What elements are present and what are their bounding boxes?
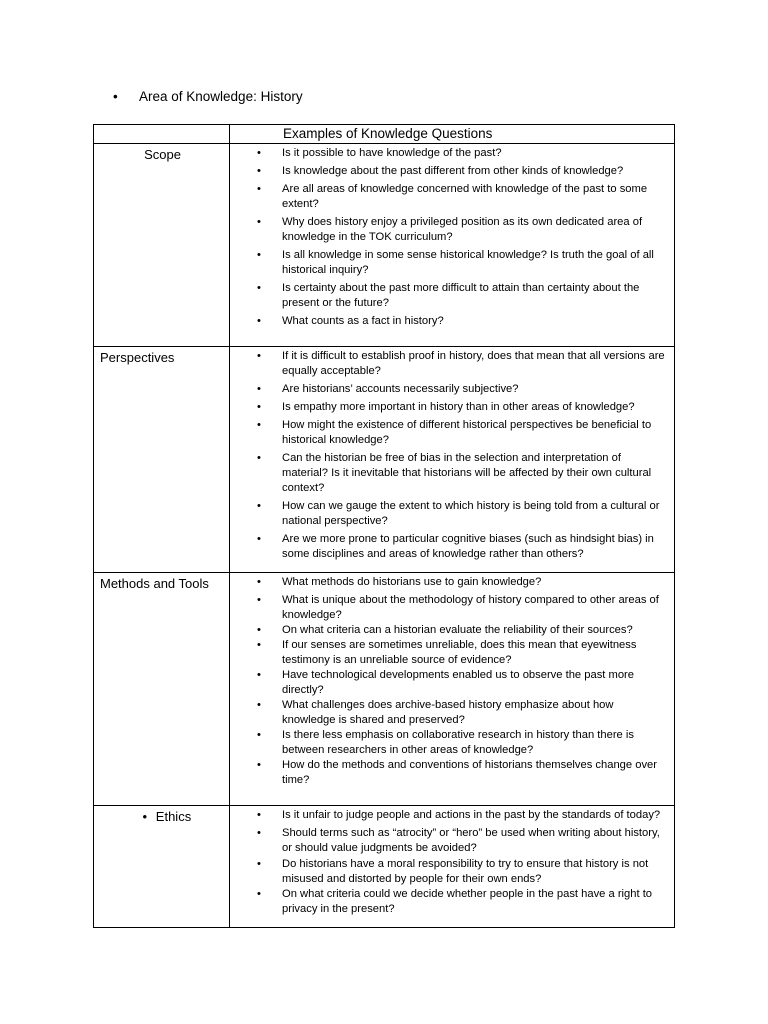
list-item: • Have technological developments enabled us to observe the past more directly?: [257, 669, 635, 696]
list-item: • Are historians’ accounts necessarily subjective?: [257, 383, 519, 395]
area-cell-perspectives: [94, 347, 230, 573]
question-list: [230, 347, 674, 562]
list-item: • Should terms such as “atrocity” or “hero” be used when writing about history, or should value judgments be avoided?: [257, 827, 660, 854]
area-label: Perspectives: [100, 350, 175, 365]
questions-cell: [230, 573, 675, 806]
list-item: • How can we gauge the extent to which history is being told from a cultural or national perspective?: [257, 500, 660, 527]
table-header: Examples of Knowledge Questions: [230, 125, 675, 144]
list-item: • Is empathy more important in history than in other areas of knowledge?: [257, 401, 635, 413]
questions-cell: [230, 806, 675, 928]
page-heading: [113, 88, 303, 106]
list-item: • Is all knowledge in some sense historical knowledge? Is truth the goal of all historical inquiry?: [257, 249, 654, 276]
list-item: • Is it possible to have knowledge of the past?: [257, 147, 502, 159]
knowledge-questions-table: [93, 124, 675, 928]
list-item: • What methods do historians use to gain knowledge?: [257, 576, 542, 588]
list-item: • How do the methods and conventions of historians themselves change over time?: [257, 759, 657, 786]
list-item: • Is knowledge about the past different from other kinds of knowledge?: [257, 165, 624, 177]
area-cell-scope: [94, 144, 230, 347]
question-list: [230, 573, 674, 788]
list-item: • What is unique about the methodology of history compared to other areas of knowledge?: [257, 594, 659, 621]
list-item: • What challenges does archive-based history emphasize about how knowledge is shared and preserved?: [257, 699, 614, 726]
list-item: • Are we more prone to particular cognitive biases (such as hindsight bias) in some disciplines and areas of knowledge rather than others?: [257, 533, 654, 560]
list-item: • What counts as a fact in history?: [257, 315, 444, 327]
heading-text: Area of Knowledge: History: [139, 89, 303, 104]
list-item: • Do historians have a moral responsibility to try to ensure that history is not misused and distorted by people for their own ends?: [257, 858, 649, 885]
area-cell-methods-and-tools: [94, 573, 230, 806]
question-list: [230, 806, 674, 917]
list-item: • Are all areas of knowledge concerned with knowledge of the past to some extent?: [257, 183, 648, 210]
area-label: Scope: [144, 147, 181, 162]
table-row: [94, 806, 675, 928]
list-item: • Why does history enjoy a privileged position as its own dedicated area of knowledge in the TOK curriculum?: [257, 216, 643, 243]
list-item: • Is there less emphasis on collaborative research in history than there is between researchers in other areas of knowledge?: [257, 729, 634, 756]
list-item: • Is certainty about the past more difficult to attain than certainty about the present or the future?: [257, 282, 640, 309]
list-item: • If our senses are sometimes unreliable, does this mean that eyewitness testimony is an unreliable source of evidence?: [257, 639, 637, 666]
header-blank-cell: [94, 125, 230, 144]
heading-bullet: •: [113, 89, 118, 104]
list-item: • On what criteria can a historian evaluate the reliability of their sources?: [257, 624, 633, 636]
questions-cell: [230, 347, 675, 573]
list-item: • Is it unfair to judge people and actions in the past by the standards of today?: [257, 809, 661, 821]
questions-cell: [230, 144, 675, 347]
area-label: Ethics: [155, 809, 192, 824]
table-row: [94, 144, 675, 347]
list-item: • If it is difficult to establish proof in history, does that mean that all versions are equally acceptable?: [257, 350, 665, 377]
table-header-row: [94, 125, 675, 144]
table-row: [94, 347, 675, 573]
area-label: Methods and Tools: [100, 576, 209, 591]
area-cell-ethics: [94, 806, 230, 928]
area-bullet: •: [142, 809, 148, 824]
table-row: [94, 573, 675, 806]
question-list: [230, 144, 674, 329]
list-item: • On what criteria could we decide whether people in the past have a right to privacy in the present?: [257, 888, 653, 915]
list-item: • How might the existence of different historical perspectives be beneficial to historical knowledge?: [257, 419, 652, 446]
list-item: • Can the historian be free of bias in the selection and interpretation of material? Is it inevitable that historians will be affected by their own cultural context?: [257, 452, 652, 494]
